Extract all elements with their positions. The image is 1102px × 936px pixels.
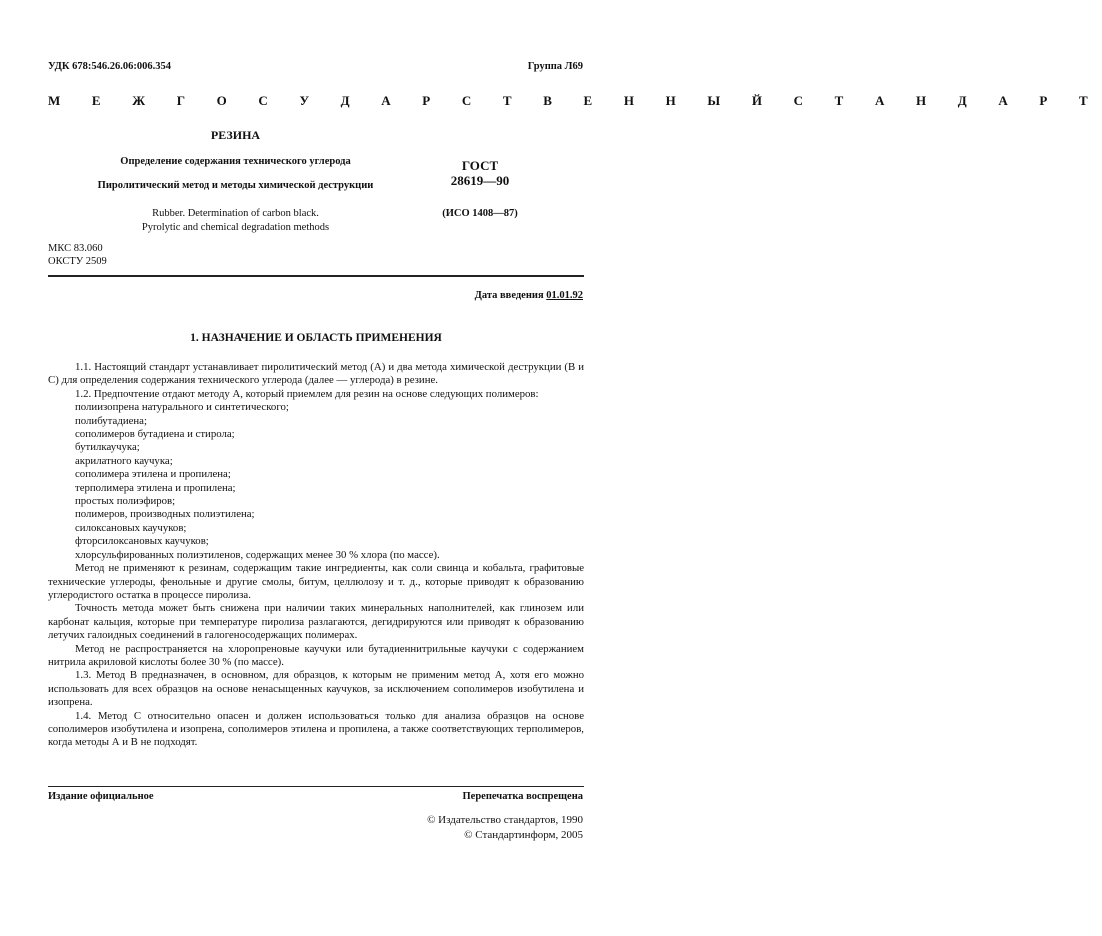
gost-label: ГОСТ xyxy=(461,158,499,173)
paragraph-1-4: 1.4. Метод С относительно опасен и должен использоваться только для анализа образцов на основе сополимеров изобутилена и изопрена, сополимеров этилена и пропилена, а также соответствующих терполимеров, когда методы А и В не подходят. xyxy=(48,709,584,749)
gost-number: 28619—90 xyxy=(450,173,510,188)
title-en2: Pyrolytic and chemical degradation methods xyxy=(141,222,330,233)
list-item: терполимера этилена и пропилена; xyxy=(75,481,236,494)
list-item: акрилатного каучука; xyxy=(75,454,173,467)
body-text xyxy=(48,361,584,750)
list-item: силоксановых каучуков; xyxy=(75,521,187,534)
paragraph-1-1: 1.1. Настоящий стандарт устанавливает пиролитический метод (А) и два метода химической деструкции (В и С) для определения содержания технического углерода (далее — углерода) в резине. xyxy=(48,361,584,387)
header-divider xyxy=(48,275,584,277)
iso-reference: (ИСО 1408—87) xyxy=(442,208,518,219)
mks-code: МКС 83.060 xyxy=(48,243,103,254)
paragraph-1-3: 1.3. Метод В предназначен, в основном, для образцов, к которым не применим метод А, хотя его можно использовать для всех образцов на основе ненасыщенных каучуков, за исключением сополимеров изобутилена и изопрена. xyxy=(48,669,584,709)
title-main: РЕЗИНА xyxy=(210,128,261,142)
title-sub2: Пиролитический метод и методы химической деструкции xyxy=(97,180,374,191)
intro-date xyxy=(475,290,583,301)
intro-date-value: 01.01.92 xyxy=(546,290,583,301)
paragraph-1-2: 1.2. Предпочтение отдают методу А, который приемлем для резин на основе следующих полимеров: xyxy=(75,387,539,400)
list-item: сополимера этилена и пропилена; xyxy=(75,468,231,481)
list-item: полибутадиена; xyxy=(75,414,147,427)
list-item: бутилкаучука; xyxy=(75,441,140,454)
list-item: полимеров, производных полиэтилена; xyxy=(75,508,255,521)
list-item: простых полиэфиров; xyxy=(75,495,176,508)
section-title: 1. НАЗНАЧЕНИЕ И ОБЛАСТЬ ПРИМЕНЕНИЯ xyxy=(190,332,442,344)
standard-banner: М Е Ж Г О С У Д А Р С Т В Е Н Н Ы Й С Т А Н Д А Р Т xyxy=(48,93,1102,108)
title-en1: Rubber. Determination of carbon black. xyxy=(152,208,319,219)
intro-date-label: Дата введения xyxy=(474,290,544,301)
reprint-prohibited: Перепечатка воспрещена xyxy=(462,791,583,802)
list-item: сополимеров бутадиена и стирола; xyxy=(75,428,235,441)
list-item: полиизопрена натурального и синтетического; xyxy=(75,401,289,414)
footer-divider xyxy=(48,786,584,787)
paragraph-exclusions: Метод не применяют к резинам, содержащим такие ингредиенты, как соли свинца и кобальта, графитовые технические углероды, фенольные и другие смолы, битум, целлюлозу и т. д., которые приводят к образованию углеродистого остатка в процессе пиролиза. xyxy=(48,562,584,601)
title-sub1: Определение содержания технического углерода xyxy=(120,156,351,167)
group-code: Группа Л69 xyxy=(527,61,583,72)
okstu-code: ОКСТУ 2509 xyxy=(48,256,107,267)
paragraph-accuracy: Точность метода может быть снижена при наличии таких минеральных наполнителей, как глинозем или карбонат кальция, которые при температуре пиролиза разлагаются, дегидрируются или приводят к образованию летучих галоидных соединений в галогеносодержащих полимерах. xyxy=(48,602,584,642)
paragraph-scope-limit: Метод не распространяется на хлоропреновые каучуки или бутадиеннитрильные каучуки с содержанием нитрила акриловой кислоты более 30 % (по массе). xyxy=(48,642,584,668)
udk-code: УДК 678:546.26.06:006.354 xyxy=(48,61,171,72)
copyright-2: © Стандартинформ, 2005 xyxy=(464,829,583,841)
copyright-1: © Издательство стандартов, 1990 xyxy=(427,814,583,826)
list-item: хлорсульфированных полиэтиленов, содержащих менее 30 % хлора (по массе). xyxy=(75,548,440,561)
list-item: фторсилоксановых каучуков; xyxy=(75,535,209,548)
official-edition: Издание официальное xyxy=(48,791,154,802)
